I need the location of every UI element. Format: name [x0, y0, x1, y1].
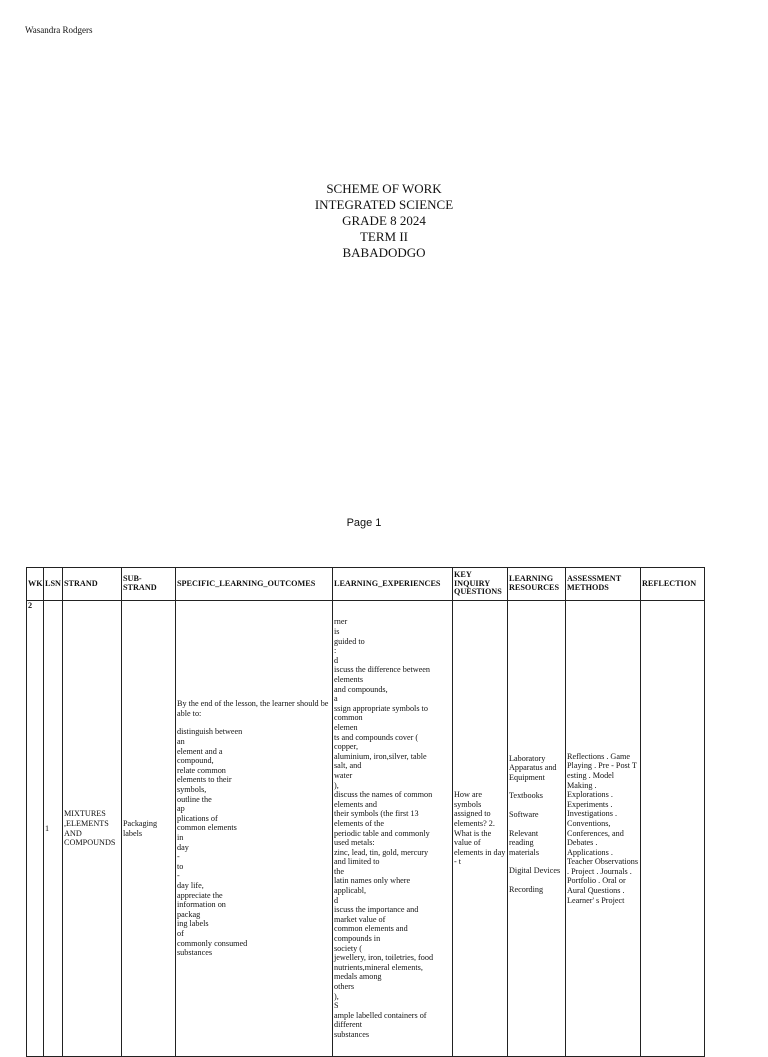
- experience-line: water: [334, 770, 353, 780]
- col-header-strand: STRAND: [63, 568, 122, 601]
- experience-line: market value of: [334, 914, 386, 924]
- resource-item: Laboratory Apparatus and Equipment: [509, 753, 557, 782]
- outcome-line: distinguish between: [177, 727, 243, 737]
- outcome-line: to: [177, 861, 184, 871]
- experience-line: their symbols (the first 13: [334, 809, 419, 819]
- cell-strand: MIXTURES ,ELEMENTS AND COMPOUNDS: [63, 601, 122, 1057]
- experience-line: elements: [334, 675, 364, 684]
- experience-line: nutrients,mineral elements,: [334, 962, 423, 972]
- experience-line: common: [334, 713, 363, 723]
- experience-line: compounds in: [334, 934, 381, 944]
- outcome-line: in: [177, 833, 184, 842]
- cell-assessment: Reflections . Game Playing . Pre - Post T esting . Model Making . Explorations . Experiments . Investigations . Conventions, Conferences, and Debates . Applications . Teacher Observations . Project . Journals . Portfolio . Oral or Aural Questions . Learner' s Project: [566, 601, 641, 1057]
- outcome-line: -: [177, 871, 180, 881]
- title-line-2: INTEGRATED SCIENCE: [314, 197, 454, 212]
- experience-line: ample labelled containers of: [334, 1010, 427, 1020]
- experience-line: ssign appropriate symbols to: [334, 703, 428, 713]
- experience-line: ),: [334, 780, 339, 790]
- cell-questions: How are symbols assigned to elements? 2. What is the value of elements in day - t: [453, 601, 508, 1057]
- experience-line: zinc, lead, tin, gold, mercury: [334, 847, 429, 857]
- page-number: Page 1: [346, 517, 382, 529]
- experience-line: others: [334, 982, 355, 991]
- experience-line: iscuss the difference between: [334, 665, 431, 675]
- outcome-line: day life,: [177, 880, 204, 890]
- experience-line: copper,: [334, 742, 358, 752]
- experience-line: applicabl,: [334, 886, 367, 896]
- outcome-line: ap: [177, 804, 185, 814]
- cell-sub-strand: Packaging labels: [122, 601, 176, 1057]
- author-name: Wasandra Rodgers: [25, 25, 93, 35]
- cell-experiences: [333, 601, 453, 1057]
- col-header-experiences: LEARNING_EXPERIENCES: [333, 568, 453, 601]
- experience-line: iscuss the importance and: [334, 905, 419, 915]
- outcome-line: packag: [177, 909, 201, 919]
- title-line-4: TERM II: [359, 229, 409, 244]
- experience-line: S: [334, 1001, 339, 1011]
- title-line-5: BABADODGO: [342, 245, 426, 260]
- experiences-list: [334, 617, 451, 1039]
- col-header-wk: WK: [27, 568, 44, 601]
- outcome-line: information on: [177, 900, 226, 910]
- experience-line: elements of the: [334, 818, 385, 828]
- experience-line: periodic table and commonly: [334, 828, 430, 838]
- title-line-1: SCHEME OF WORK: [326, 181, 442, 196]
- outcome-line: of: [177, 928, 184, 938]
- col-header-resources: LEARNING RESOURCES: [508, 568, 566, 601]
- experience-line: aluminium, iron,silver, table: [334, 751, 427, 761]
- cell-outcomes: [176, 601, 333, 1057]
- outcomes-spacer: [177, 718, 331, 727]
- experience-line: guided to: [334, 636, 365, 646]
- experience-line: a: [334, 694, 338, 704]
- outcome-line: element and a: [177, 746, 223, 756]
- outcome-line: day: [177, 842, 189, 852]
- experience-line: different: [334, 1020, 363, 1030]
- cell-resources: [508, 601, 566, 1057]
- outcome-line: substances: [177, 948, 213, 958]
- experience-line: rner: [334, 617, 348, 627]
- outcome-line: outline the: [177, 794, 212, 804]
- experience-line: medals among: [334, 972, 382, 982]
- outcome-line: -: [177, 852, 180, 862]
- outcome-line: plications of: [177, 813, 218, 823]
- outcome-line: ing labels: [177, 919, 209, 929]
- document-title: [0, 181, 768, 261]
- experience-line: society (: [334, 943, 362, 953]
- experience-line: is: [334, 627, 340, 637]
- outcomes-list: [177, 727, 331, 957]
- outcomes-intro: By the end of the lesson, the learner should be able to:: [177, 699, 329, 718]
- resource-item: Software: [509, 809, 539, 819]
- cell-lsn: 1: [44, 601, 63, 1057]
- resource-item: Recording: [509, 884, 544, 894]
- col-header-questions: KEY INQUIRY QUESTIONS: [453, 568, 508, 601]
- experience-line: common elements and: [334, 924, 408, 934]
- resource-item: Digital Devices: [509, 866, 561, 876]
- header-row: [27, 568, 705, 601]
- cell-reflection: [641, 601, 705, 1057]
- experience-line: ),: [334, 991, 339, 1001]
- experience-line: jewellery, iron, toiletries, food: [334, 953, 434, 963]
- experience-line: :: [334, 646, 337, 656]
- experience-line: ts and compounds cover (: [334, 732, 419, 742]
- resource-item: Textbooks: [509, 791, 543, 801]
- outcome-line: relate common: [177, 765, 226, 775]
- col-header-reflection: REFLECTION: [641, 568, 705, 601]
- experience-line: latin names only where: [334, 876, 411, 886]
- col-header-lsn: LSN: [44, 568, 63, 601]
- col-header-outcomes: SPECIFIC_LEARNING_OUTCOMES: [176, 568, 333, 601]
- outcome-line: commonly consumed: [177, 938, 248, 948]
- experience-line: elements and: [334, 799, 377, 809]
- scheme-of-work-table: [26, 567, 705, 1057]
- outcome-line: appreciate the: [177, 890, 223, 900]
- experience-line: d: [334, 655, 339, 665]
- experience-line: the: [334, 866, 345, 876]
- experience-line: discuss the names of common: [334, 790, 433, 800]
- cell-wk: 2: [27, 601, 44, 1057]
- experience-line: elemen: [334, 722, 358, 732]
- experience-line: d: [334, 895, 339, 905]
- outcome-line: an: [177, 737, 185, 747]
- title-line-3: GRADE 8 2024: [342, 213, 426, 228]
- experience-line: and limited to: [334, 857, 380, 867]
- experience-line: used metals:: [334, 838, 375, 848]
- col-header-assessment: ASSESSMENT METHODS: [566, 568, 641, 601]
- resource-item: Relevant reading materials: [509, 828, 540, 857]
- table-row: [27, 601, 705, 1057]
- outcome-line: common elements: [177, 823, 237, 833]
- experience-line: and compounds,: [334, 684, 388, 694]
- col-header-sub-strand: SUB-STRAND: [122, 568, 176, 601]
- outcome-line: elements to their: [177, 775, 232, 785]
- experience-line: salt, and: [334, 761, 362, 771]
- outcome-line: symbols,: [177, 785, 207, 795]
- experience-line: substances: [334, 1029, 370, 1039]
- outcome-line: compound,: [177, 756, 214, 766]
